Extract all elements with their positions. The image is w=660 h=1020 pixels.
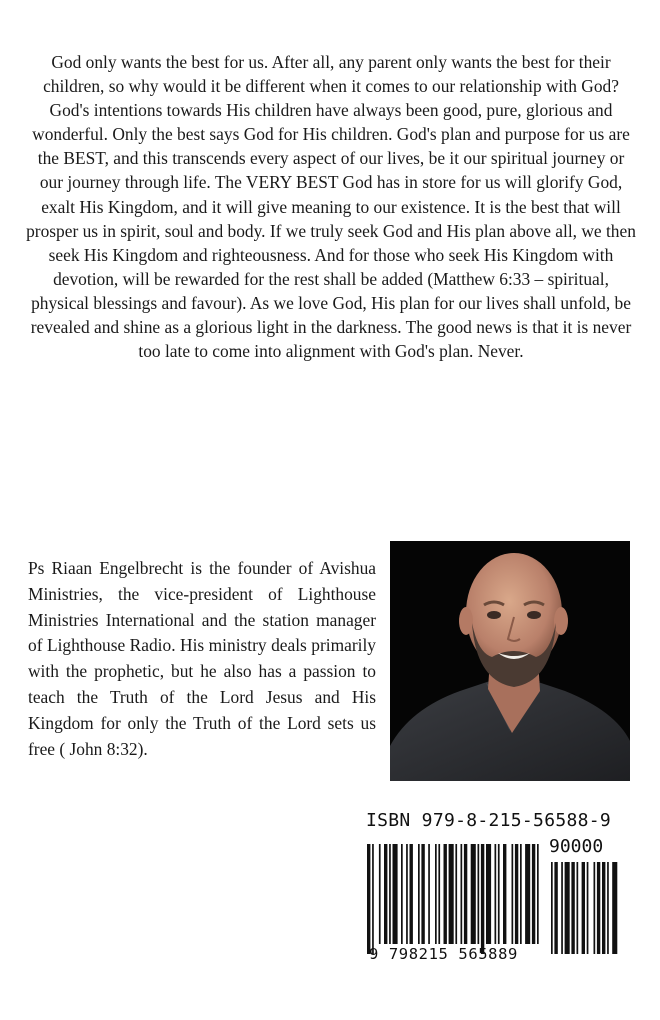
barcode-bar [393,844,398,944]
barcode-bar [435,844,437,944]
barcode-bar [367,844,370,954]
barcode-addon-bar [565,862,570,954]
barcode-bar [464,844,467,944]
barcode-bar [389,844,391,944]
barcode-addon-bar [594,862,596,954]
barcode-addon-bar [612,862,617,954]
barcode-bar [520,844,522,944]
barcode-bar [512,844,514,944]
barcode-addon-bar [554,862,557,954]
barcode-addon-bar [571,862,574,954]
barcode-bar [515,844,518,944]
isbn-label: ISBN 979-8-215-56588-9 [366,810,612,831]
barcode-bar [406,844,408,944]
barcode-bar [478,844,480,944]
barcode-bar [503,844,506,944]
barcode-bar [372,844,374,954]
barcode-bar [532,844,535,944]
barcode-addon-bar [587,862,589,954]
author-photo [390,541,630,781]
barcode-bar [481,844,484,954]
barcode-bar [444,844,447,944]
barcode-bar [525,844,530,944]
barcode-bar [498,844,500,944]
barcode-bar [421,844,424,944]
barcode-addon-bar [561,862,563,954]
barcode-addon-bar [607,862,609,954]
barcode-bar [384,844,387,944]
barcode-bar [379,844,381,944]
barcode-bar [410,844,413,944]
barcode-addon-bar [582,862,585,954]
author-bio: Ps Riaan Engelbrecht is the founder of Avishua Ministries, the vice-president of Lighthouse Ministries International and the station manager of Lighthouse Radio. His ministry deals primarily with the prophetic, but he also has a passion to teach the Truth of the Lord Jesus and His Kingdom for only the Truth of the Lord sets us free ( John 8:32). [28,558,376,759]
barcode-bar [401,844,403,944]
barcode-digits: 9 798215 565889 [369,945,518,963]
back-cover-blurb: God only wants the best for us. After all, any parent only wants the best for their children, so why would it be different when it comes to our relationship with God? God's intentions towards His children have always been good, pure, glorious and wonderful. Only the best says God for His children. God's plan and purpose for us are the BEST, and this transcends every aspect of our lives, be it our spiritual journey or our journey through life. The VERY BEST God has in store for us will glorify God, exalt His Kingdom, and it will give meaning to our existence. It is the best that will prosper us in spirit, soul and body. If we truly seek God and His plan above all, we then seek His Kingdom and righteousness. And for those who seek His Kingdom with devotion, will be rewarded for the rest shall be added (Matthew 6:33 – spiritual, physical blessings and favour). As we love God, His plan for our lives shall unfold, be revealed and shine as a glorious light in the darkness. The good news is that it is never too late to come into alignment with God's plan. Never. [26,52,636,362]
barcode-bar [495,844,497,944]
barcode-bar [455,844,457,944]
barcode-addon-bar [597,862,600,954]
barcode-bar [418,844,420,944]
barcode-addon-bar [551,862,553,954]
barcode-addon-bar [602,862,605,954]
barcode-bar [486,844,491,944]
barcode-bar [471,844,476,944]
barcode-bar [449,844,454,944]
barcode-bar [438,844,440,944]
barcode-bar [461,844,463,944]
barcode-bar [428,844,430,944]
barcode-addon-bar [577,862,579,954]
price-code: 90000 [549,836,604,857]
barcode-bar [537,844,539,944]
